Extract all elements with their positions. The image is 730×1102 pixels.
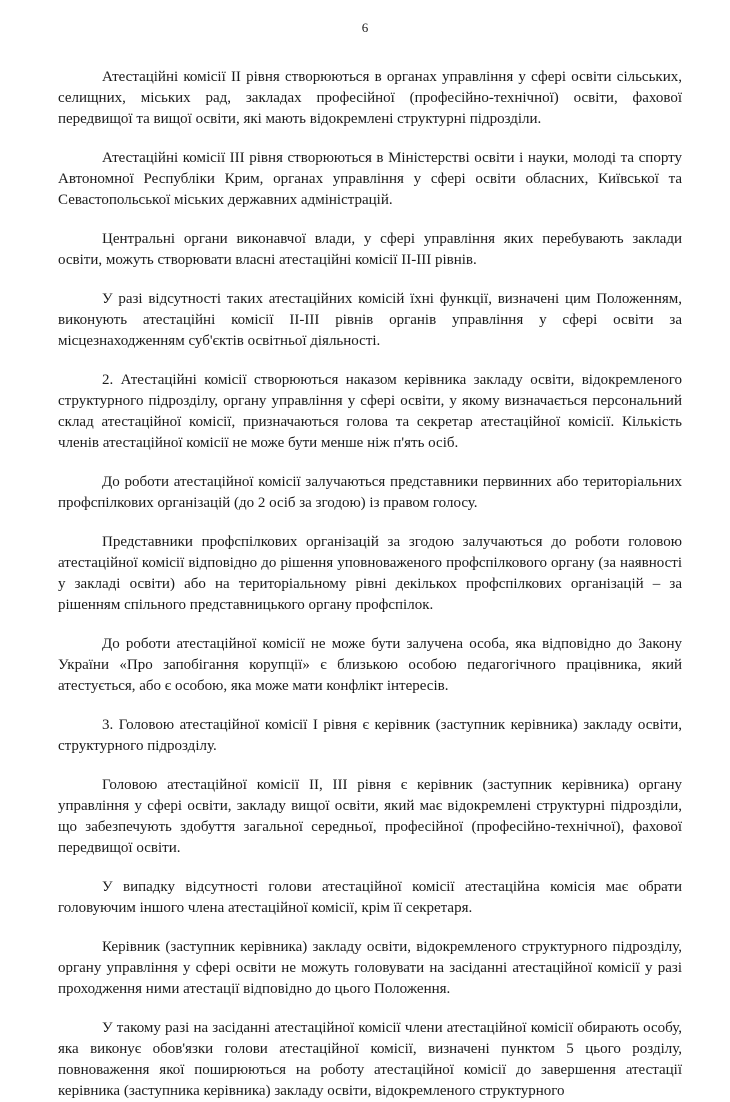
paragraph-trade-union-reps: До роботи атестаційної комісії залучаються представники первинних або територіальних профспілкових організацій (до 2 осіб за згодою) із правом голосу. bbox=[58, 474, 682, 511]
paragraph-conflict-of-interest: До роботи атестаційної комісії не може бути залучена особа, яка відповідно до Закону України «Про запобігання корупції» є близькою особою педагогічного працівника, який атестується, або є особою, яка може мати конфлікт інтересів. bbox=[58, 636, 682, 694]
paragraph-absent-chair: У випадку відсутності голови атестаційної комісії атестаційна комісія має обрати головуючим іншого члена атестаційної комісії, крім її секретаря. bbox=[58, 879, 682, 916]
paragraph-level-2-commissions: Атестаційні комісії ІІ рівня створюються в органах управління у сфері освіти сільських, селищних, міських рад, закладах професійної (професійно-технічної) освіти, фахової передвищої та вищої освіти, які мають відокремлені структурні підрозділи. bbox=[58, 69, 682, 127]
paragraph-trade-union-involvement: Представники профспілкових організацій за згодою залучаються до роботи головою атестаційної комісії відповідно до рішення уповноваженого профспілкового органу (за наявності у закладі освіти) або на територіальному рівні декількох профспілкових організацій – за рішенням спільного представницького органу профспілок. bbox=[58, 534, 682, 613]
document-body bbox=[58, 67, 682, 1102]
page-number: 6 bbox=[361, 20, 369, 35]
paragraph-item-2: 2. Атестаційні комісії створюються наказом керівника закладу освіти, відокремленого структурного підрозділу, органу управління у сфері освіти, у якому визначається персональний склад атестаційної комісії, призначаються голова та секретар атестаційної комісії. Кількість членів атестаційної комісії не може бути менше ніж п'ять осіб. bbox=[58, 372, 682, 451]
paragraph-chair-level-2-3: Головою атестаційної комісії ІІ, ІІІ рівня є керівник (заступник керівника) органу управління у сфері освіти, закладу вищої освіти, який має відокремлені структурні підрозділи, що забезпечують здобуття загальної середньої, професійної (професійно-технічної), фахової передвищої освіти. bbox=[58, 777, 682, 856]
paragraph-acting-chair: У такому разі на засіданні атестаційної комісії члени атестаційної комісії обирають особу, яка виконує обов'язки голови атестаційної комісії, визначені пунктом 5 цього розділу, повноваження якої поширюються на роботу атестаційної комісії до завершення атестації керівника (заступника керівника) закладу освіти, відокремленого структурного bbox=[58, 1020, 682, 1099]
paragraph-absence-of-commissions: У разі відсутності таких атестаційних комісій їхні функції, визначені цим Положенням, виконують атестаційні комісії ІІ-ІІІ рівнів органів управління у сфері освіти за місцезнаходженням суб'єктів освітньої діяльності. bbox=[58, 291, 682, 349]
paragraph-head-not-presiding: Керівник (заступник керівника) закладу освіти, відокремленого структурного підрозділу, органу управління у сфері освіти не можуть головувати на засіданні атестаційної комісії у разі проходження ними атестації відповідно до цього Положення. bbox=[58, 939, 682, 997]
paragraph-item-3: 3. Головою атестаційної комісії І рівня є керівник (заступник керівника) закладу освіти, структурного підрозділу. bbox=[58, 717, 682, 754]
paragraph-central-bodies: Центральні органи виконавчої влади, у сфері управління яких перебувають заклади освіти, можуть створювати власні атестаційні комісії ІІ-ІІІ рівнів. bbox=[58, 231, 682, 268]
paragraph-level-3-commissions: Атестаційні комісії ІІІ рівня створюються в Міністерстві освіти і науки, молоді та спорту Автономної Республіки Крим, органах управління у сфері освіти обласних, Київської та Севастопольської міських державних адміністрацій. bbox=[58, 150, 682, 208]
